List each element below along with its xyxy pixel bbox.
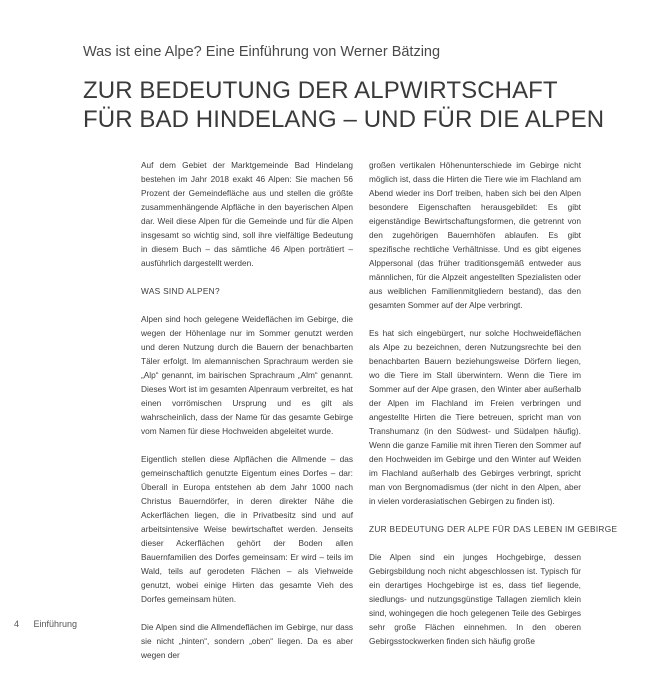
paragraph: Die Alpen sind ein junges Hochgebirge, dessen Gebirgsbildung noch nicht abgeschlossen ist. Typisch für ein derartiges Hochgebirge ist es, dass tief liegende, siedlungs- und nutzungsgünstige Tallagen ziemlich klein sind, wohingegen die hoch gelegenen Teile des Gebirges sehr große Flächen einnehmen. In den oberen Gebirgsstockwerken finden sich häufig große (369, 552, 581, 646)
page-kicker: Was ist eine Alpe? Eine Einführung von Werner Bätzing (83, 44, 441, 60)
paragraph: Alpen sind hoch gelegene Weideflächen im Gebirge, die wegen der Höhenlage nur im Sommer genutzt werden und deren Nutzung durch die Bauern der benachbarten Täler erfolgt. Im alemannischen Sprachraum werden sie „Alp“ genannt, im bairischen Sprachraum „Alm“ genannt. Dieses Wort ist im gesamten Alpenraum verbreitet, es hat einen vorrömischen Ursprung und es gilt als wahrscheinlich, dass der Name für das gesamte Gebirge vom Namen für diese Hochweiden abgeleitet wurde. (141, 314, 353, 436)
right-text-column (369, 158, 618, 662)
page-footer (14, 619, 77, 629)
footer-section-label: Einführung (33, 619, 78, 629)
paragraph: Es hat sich eingebürgert, nur solche Hochweideflächen als Alpe zu bezeichnen, deren Nutzungsrechte bei den benachbarten Bauern beziehungsweise Dörfern liegen, wo die Tiere im Stall überwintern. Wenn die Tiere im Sommer auf der Alpe grasen, den Winter aber außerhalb der Alpen im Flachland im Freien verbringen und angestellte Hirten die Tiere betreuen, spricht man von Transhumanz (in den Südwest- und Südalpen häufig). Wenn die ganze Familie mit ihren Tieren den Sommer auf den Hochweiden im Gebirge und den Winter auf Weiden im Flachland außerhalb des Gebirges verbringt, spricht man von Bergnomadismus (der nicht in den Alpen, aber in vielen vorderasiatischen Gebirgen zu finden ist). (369, 328, 581, 506)
title-line-1: ZUR BEDEUTUNG DER ALPWIRTSCHAFT (83, 77, 558, 104)
paragraph: Auf dem Gebiet der Marktgemeinde Bad Hindelang bestehen im Jahr 2018 exakt 46 Alpen: Sie machen 56 Prozent der Gemeindefläche aus und stellen die größte zusammenhängende Alpfläche in den bayerischen Alpen dar. Weil diese Alpen für die Gemeinde und für die Alpen insgesamt so wichtig sind, soll ihre vielfältige Bedeutung in diesem Buch – das sämtliche 46 Alpen porträtiert – ausführlich dargestellt werden. (141, 160, 353, 268)
paragraph: großen vertikalen Höhenunterschiede im Gebirge nicht möglich ist, dass die Hirten die Tiere wie im Flachland am Abend wieder ins Dorf treiben, haben sich bei den Alpen besondere Eigenschaften herausgebildet: Es gibt eigenständige Bewirtschaftungsformen, die getrennt von den zugehörigen Bauernhöfen ablaufen. Es gibt spezifische rechtliche Verhältnisse. Und es gibt eigenes Alppersonal (das früher traditionsgemäß entweder aus männlichen, für die Alpzeit angestellten Spezialisten oder aus weiblichen Familienmitgliedern bestand), das den gesamten Sommer auf der Alpe verbringt. (369, 160, 581, 310)
section-heading: ZUR BEDEUTUNG DER ALPE FÜR DAS LEBEN IM GEBIRGE (369, 524, 618, 534)
page-title (83, 76, 643, 134)
title-line-2: FÜR BAD HINDELANG – UND FÜR DIE ALPEN (83, 106, 605, 133)
paragraph: Eigentlich stellen diese Alpflächen die Allmende – das gemeinschaftlich genutzte Eigentum eines Dorfes – dar: Überall in Europa entstehen ab dem Jahr 1000 nach Christus Bauerndörfer, in deren direkter Nähe die Ackerflächen liegen, die in Privatbesitz sind und auf arbeitsintensive Weise bewirtschaftet werden. Jenseits dieser Ackerflächen gehört der Boden allen Bauernfamilien des Dorfes gemeinsam: Er wird – teils im Wald, teils auf gerodeten Flächen – als Viehweide genutzt, wobei einige Hirten das gesamte Vieh des Dorfes gemeinsam hüten. (141, 454, 353, 604)
section-heading: WAS SIND ALPEN? (141, 286, 220, 296)
paragraph: Die Alpen sind die Allmendeflächen im Gebirge, nur dass sie nicht „hinten“, sondern „oben“ liegen. Da es aber wegen der (141, 622, 353, 660)
left-text-column (141, 158, 353, 676)
page-number: 4 (14, 619, 20, 629)
